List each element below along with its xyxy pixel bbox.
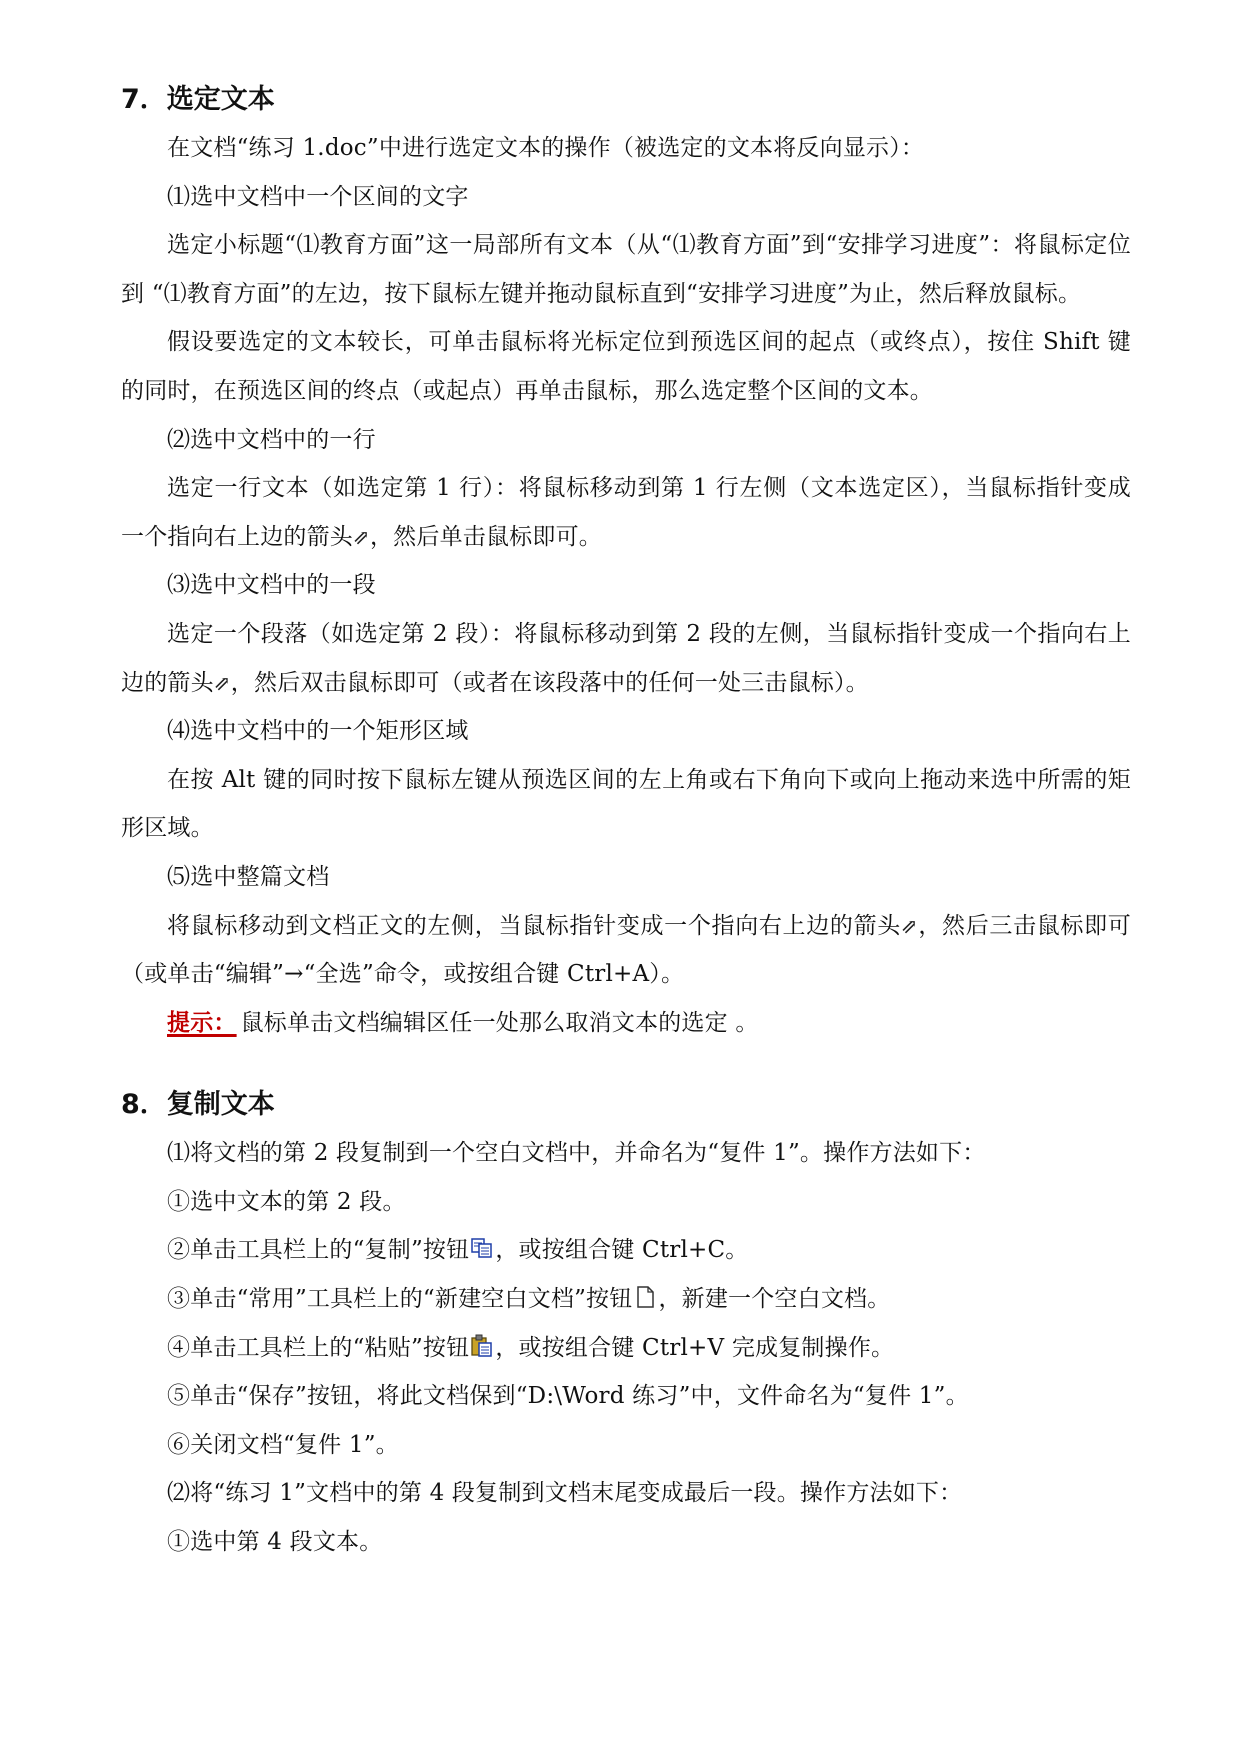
- step-2-text-after: ，或按组合键 Ctrl+C。: [495, 1237, 749, 1264]
- subsection-4-title: ⑷选中文档中的一个矩形区域: [167, 718, 469, 745]
- document-body: [121, 76, 1131, 1567]
- subsection-5-text-before: 将鼠标移动到文档正文的左侧，当鼠标指针变成一个指向右上边的箭头: [167, 912, 901, 939]
- step-6: ⑥关闭文档“复件 1”。: [167, 1431, 399, 1458]
- step-3-text-before: ③单击“常用”工具栏上的“新建空白文档”按钮: [167, 1286, 633, 1313]
- arrow-northeast-icon: ⇗: [900, 913, 918, 938]
- step-4: [121, 1324, 1131, 1373]
- step-2: [121, 1226, 1131, 1275]
- section-8-heading: 8．复制文本: [121, 1089, 275, 1121]
- step-3: [121, 1275, 1131, 1324]
- subsection-3-title: ⑶选中文档中的一段: [167, 572, 376, 599]
- subsection-5-title: ⑸选中整篇文档: [167, 863, 330, 890]
- subsection-1-paragraph-2: 假设要选定的文本较长，可单击鼠标将光标定位到预选区间的起点（或终点），按住 Shift 键的同时，在预选区间的终点（或起点）再单击鼠标，那么选定整个区间的文本。: [121, 329, 1131, 404]
- subsection-5-paragraph: [121, 902, 1131, 999]
- arrow-northeast-icon: ⇗: [213, 670, 231, 695]
- subsection-2-text-after: ，然后单击鼠标即可。: [369, 523, 602, 550]
- section-7-intro: 在文档“练习 1.doc”中进行选定文本的操作（被选定的文本将反向显示）：: [167, 135, 925, 161]
- subsection-2-title: ⑵选中文档中的一行: [167, 426, 376, 453]
- task-2: ⑵将“练习 1”文档中的第 4 段复制到文档末尾变成最后一段。操作方法如下：: [167, 1480, 963, 1507]
- copy-icon: [470, 1235, 494, 1261]
- subsection-3-text-after: ，然后双击鼠标即可（或者在该段落中的任何一处三击鼠标）。: [230, 669, 869, 696]
- subsection-1-title: ⑴选中文档中一个区间的文字: [167, 183, 469, 210]
- paste-icon: [470, 1333, 494, 1359]
- new-document-icon: [633, 1284, 657, 1310]
- tip-paragraph: [121, 999, 1131, 1048]
- subsection-2-text-before: 选定一行文本（如选定第 1 行）：将鼠标移动到第 1 行左侧（文本选定区），当鼠标指针变成一个指向右上边的箭头: [121, 475, 1131, 550]
- task-2-step-1: ①选中第 4 段文本。: [167, 1529, 383, 1556]
- section-7-heading: 7．选定文本: [121, 84, 275, 115]
- subsection-4-paragraph: 在按 Alt 键的同时按下鼠标左键从预选区间的左上角或右下角向下或向上拖动来选中所需的矩形区域。: [121, 766, 1131, 842]
- subsection-3-paragraph: [121, 610, 1131, 707]
- step-4-text-before: ④单击工具栏上的“粘贴”按钮: [167, 1334, 470, 1361]
- step-1: ①选中文本的第 2 段。: [167, 1188, 406, 1215]
- step-2-text-before: ②单击工具栏上的“复制”按钮: [167, 1237, 470, 1264]
- step-5: ⑤单击“保存”按钮，将此文档保到“D:\Word 练习”中，文件命名为“复件 1”。: [167, 1383, 969, 1410]
- subsection-5-text-after: ，然后三击鼠标即可（或单击“编辑”→“全选”命令，或按组合键 Ctrl+A）。: [121, 912, 1131, 988]
- task-1: ⑴将文档的第 2 段复制到一个空白文档中，并命名为“复件 1”。操作方法如下：: [167, 1140, 986, 1167]
- subsection-3-text-before: 选定一个段落（如选定第 2 段）：将鼠标移动到第 2 段的左侧，当鼠标指针变成一个指向右上边的箭头: [121, 620, 1131, 696]
- tip-text: 鼠标单击文档编辑区任一处那么取消文本的选定 。: [240, 1009, 759, 1036]
- step-4-text-after: ，或按组合键 Ctrl+V 完成复制操作。: [495, 1334, 895, 1361]
- subsection-1-paragraph-1: 选定小标题“⑴教育方面”这一局部所有文本（从“⑴教育方面”到“安排学习进度”：将鼠标定位到 “⑴教育方面”的左边，按下鼠标左键并拖动鼠标直到“安排学习进度”为止，然后释放鼠标。: [121, 232, 1131, 307]
- tip-label: 提示：: [167, 1008, 237, 1036]
- arrow-northeast-icon: ⇗: [353, 524, 370, 549]
- subsection-2-paragraph: [121, 464, 1131, 561]
- step-3-text-after: ，新建一个空白文档。: [658, 1286, 891, 1313]
